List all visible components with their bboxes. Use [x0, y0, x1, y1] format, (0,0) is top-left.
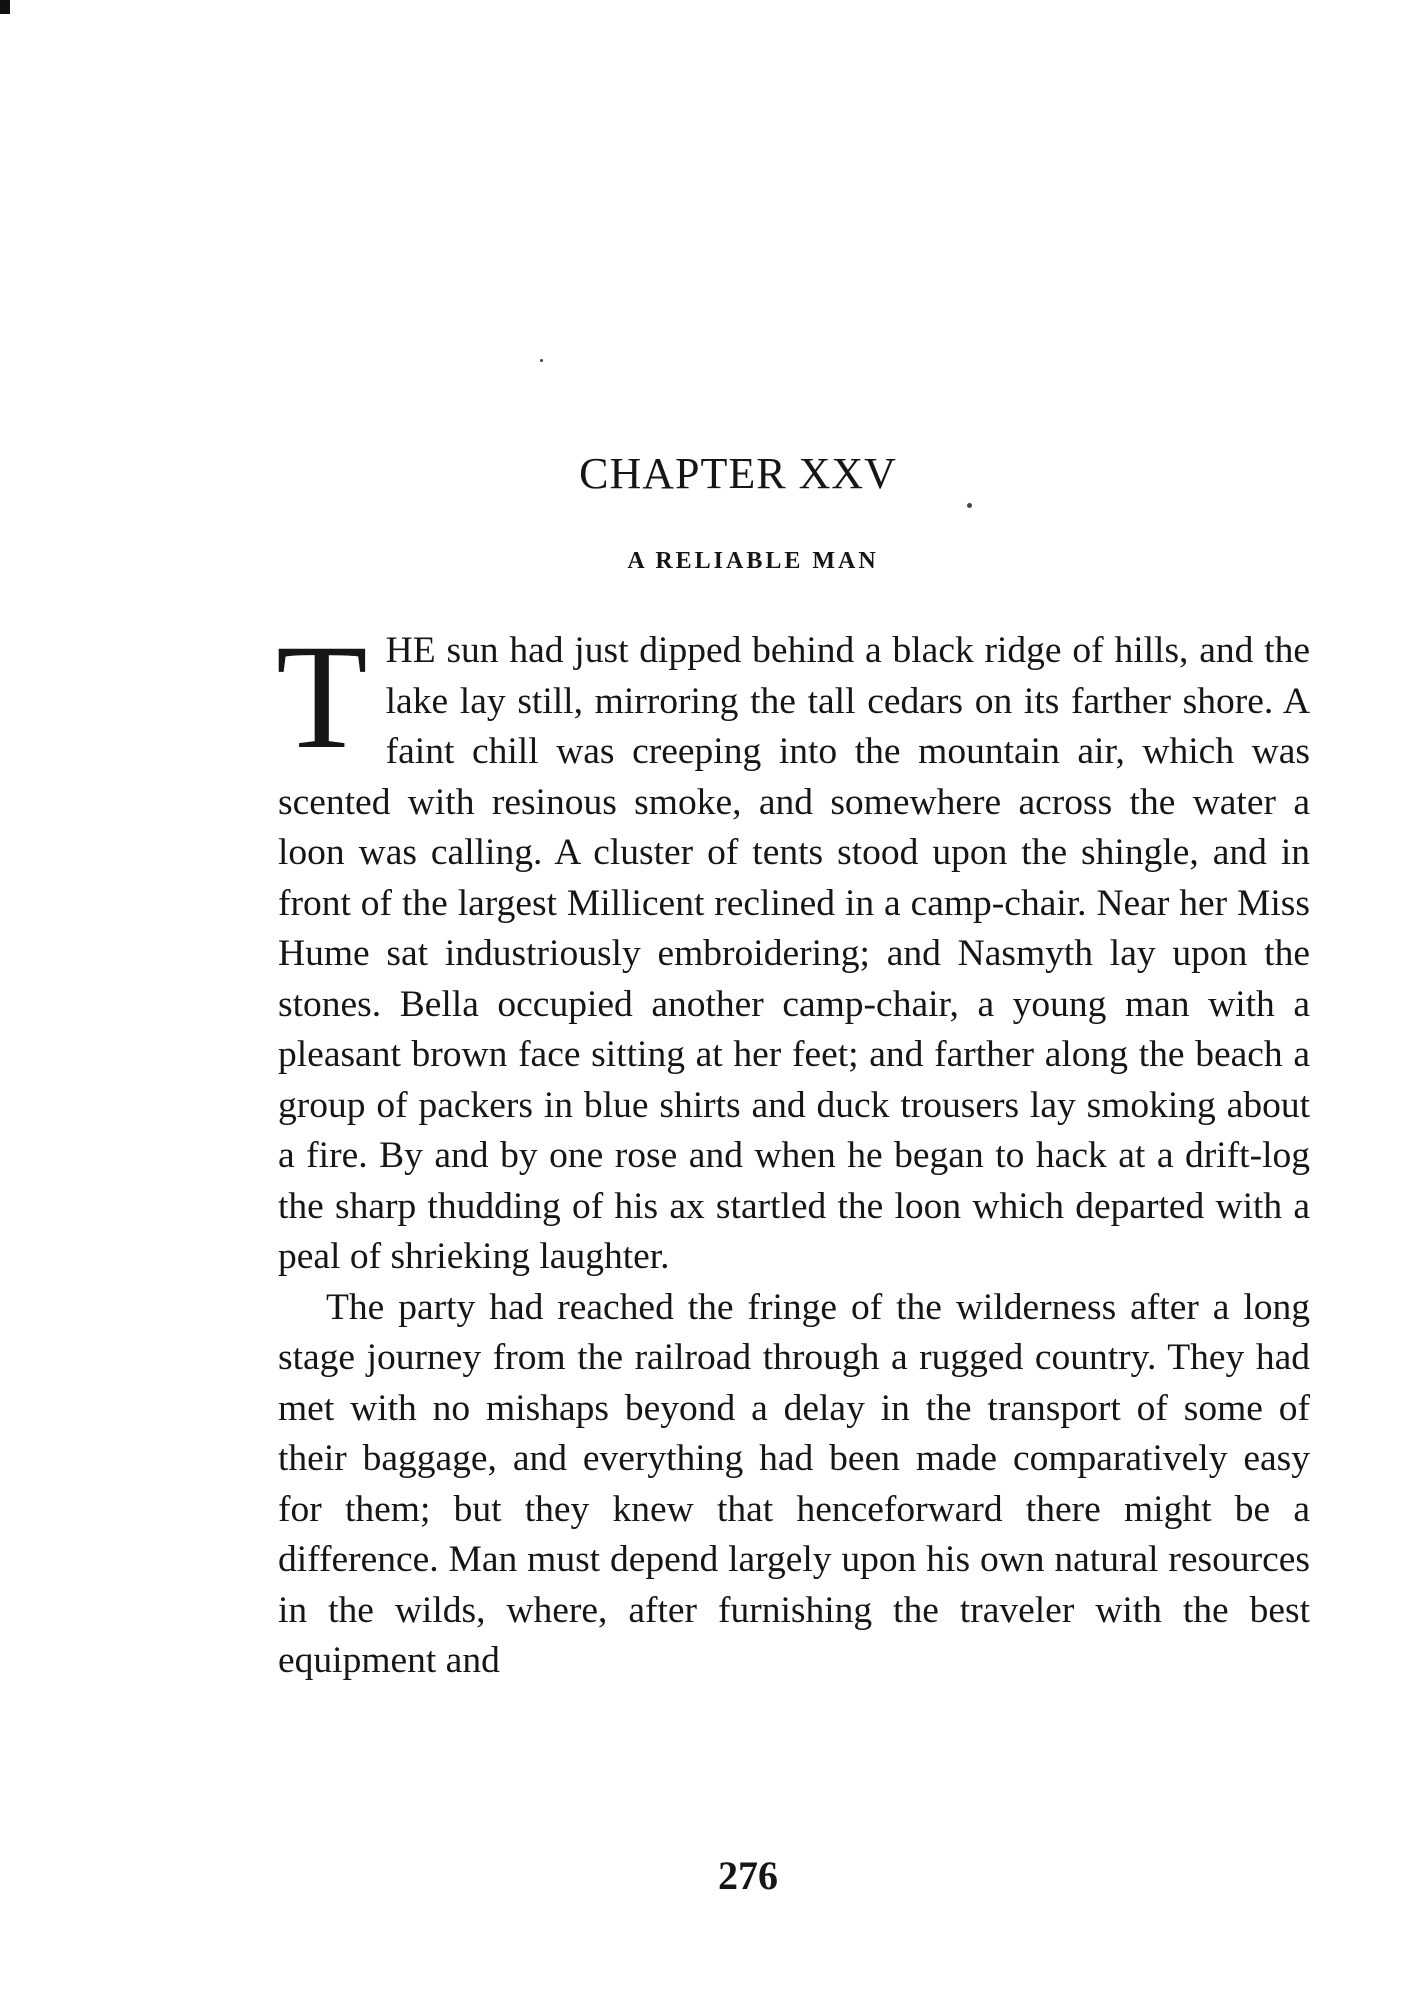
scan-corner-mark	[0, 0, 10, 14]
scan-speck	[540, 359, 543, 362]
paragraph-2: The party had reached the fringe of the wilderness after a long stage journey from the railroad through a rugged country. They had met with no mishaps beyond a delay in the transport of some of their baggage, and everything had been made comparatively easy for them; but they knew that henceforward there might be a difference. Man must depend largely upon his own natural resources in the wilds, where, after furnishing the traveler with the best equipment and	[278, 1286, 1310, 1681]
scan-speck	[967, 503, 972, 508]
page-body	[276, 614, 1310, 1687]
chapter-subtitle: A RELIABLE MAN	[627, 548, 879, 574]
paragraph-1	[276, 614, 1310, 1283]
paragraph-1-text: HE sun had just dipped behind a black ridge of hills, and the lake lay still, mirroring the tall cedars on its farther shore. A faint chill was creeping into the mountain air, which was scented with resinous smoke, and somewhere across the water a loon was calling. A cluster of tents stood upon the shingle, and in front of the largest Millicent reclined in a camp-chair. Near her Miss Hume sat industriously embroidering; and Nasmyth lay upon the stones. Bella occupied another camp-chair, a young man with a pleasant brown face sitting at her feet; and farther along the beach a group of packers in blue shirts and duck trousers lay smoking about a fire. By and by one rose and when he began to hack at a drift-log the sharp thudding of his ax startled the loon which departed with a peal of shrieking laughter.	[278, 630, 1310, 1277]
chapter-title: CHAPTER XXV	[579, 449, 897, 498]
drop-cap: T	[276, 614, 368, 780]
page-number: 276	[718, 1853, 778, 1898]
